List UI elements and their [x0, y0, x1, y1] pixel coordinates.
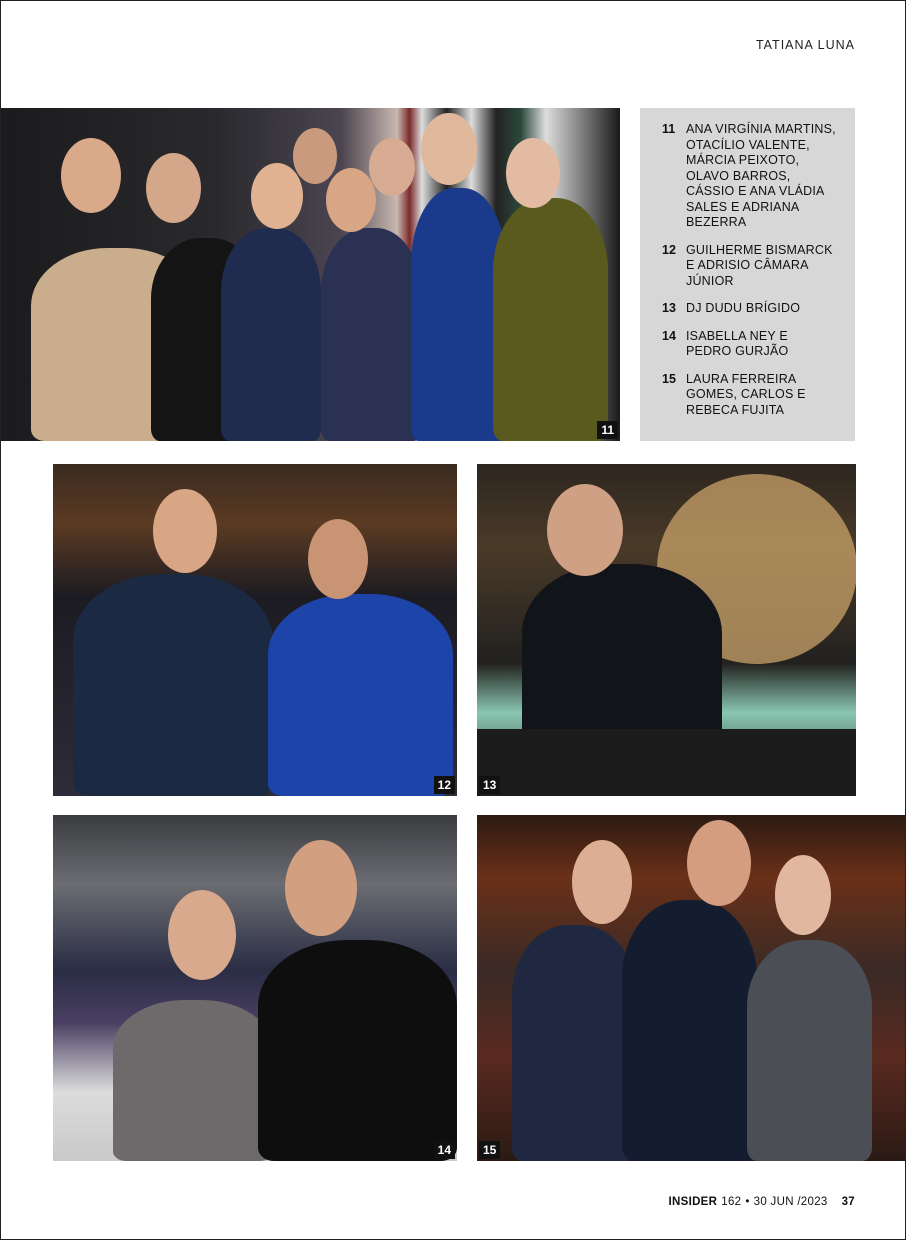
person-figure	[268, 594, 453, 796]
caption-number: 13	[662, 301, 676, 315]
person-head	[146, 153, 201, 223]
caption-item	[640, 329, 855, 360]
caption-text: DJ DUDU BRÍGIDO	[686, 301, 801, 315]
caption-item	[640, 122, 855, 231]
person-head	[369, 138, 415, 196]
caption-text: LAURA FERREIRA GOMES, CARLOS E REBECA FUJITA	[686, 371, 806, 417]
person-figure	[73, 574, 273, 796]
person-figure	[747, 940, 872, 1161]
photo-12	[53, 464, 457, 796]
person-head	[61, 138, 121, 213]
page-number: 37	[841, 1196, 855, 1208]
photo-15	[477, 815, 905, 1161]
page-footer	[669, 1196, 856, 1208]
photo-number-badge: 12	[434, 776, 455, 794]
person-head	[572, 840, 632, 924]
caption-number: 15	[662, 371, 676, 386]
photo-11	[1, 108, 620, 441]
photo-number-badge: 13	[479, 776, 500, 794]
person-head	[421, 113, 477, 185]
photo-14	[53, 815, 457, 1161]
person-head	[326, 168, 376, 232]
caption-number: 11	[662, 122, 676, 136]
person-head	[506, 138, 560, 208]
photo-number-badge: 15	[479, 1141, 500, 1159]
person-figure	[221, 228, 321, 441]
photo-13	[477, 464, 856, 796]
person-figure	[258, 940, 457, 1161]
person-figure	[113, 1000, 273, 1161]
dj-mixer	[477, 729, 856, 796]
person-head	[285, 840, 357, 936]
footer-separator: •	[745, 1196, 750, 1208]
photo-number-badge: 14	[434, 1141, 455, 1159]
caption-box	[640, 108, 855, 441]
caption-list	[640, 108, 855, 418]
person-head	[251, 163, 303, 229]
photo-number-badge: 11	[597, 421, 618, 439]
person-figure	[321, 228, 421, 441]
caption-text: GUILHERME BISMARCK E ADRISIO CÂMARA JÚNIOR	[686, 242, 833, 288]
caption-item	[640, 243, 855, 290]
caption-number: 12	[662, 242, 676, 257]
person-figure	[411, 188, 506, 441]
person-figure	[622, 900, 757, 1161]
magazine-name: INSIDER	[668, 1196, 718, 1208]
caption-item	[640, 301, 855, 317]
person-head	[687, 820, 751, 906]
caption-text: ISABELLA NEY E PEDRO GURJÃO	[686, 328, 789, 358]
person-head	[547, 484, 623, 576]
issue-date: 30 JUN /2023	[753, 1196, 828, 1208]
section-title: TATIANA LUNA	[755, 38, 855, 52]
person-figure	[493, 198, 608, 441]
caption-item	[640, 372, 855, 419]
person-head	[168, 890, 236, 980]
person-figure	[512, 925, 637, 1161]
person-head	[293, 128, 337, 184]
caption-text: ANA VIRGÍNIA MARTINS, OTACÍLIO VALENTE, MÁRCIA PEIXOTO, OLAVO BARROS, CÁSSIO E ANA VLÁDIA SALES E ADRIANA BEZERRA	[686, 122, 836, 229]
person-head	[153, 489, 217, 573]
person-head	[308, 519, 368, 599]
issue-number: 162	[721, 1196, 742, 1208]
caption-number: 14	[662, 328, 676, 343]
person-head	[775, 855, 831, 935]
